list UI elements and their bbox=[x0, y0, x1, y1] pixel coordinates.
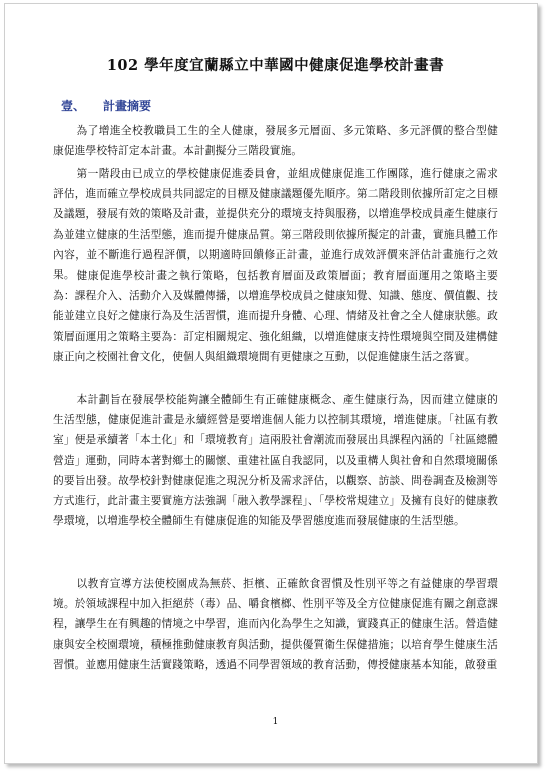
page-number: 1 bbox=[272, 717, 279, 727]
paragraph-intro: 為了增進全校教職員工生的全人健康，發展多元層面、多元策略、多元評價的整合型健康促進學校特訂定本計畫。本計劃擬分三階段實施。 bbox=[53, 124, 498, 158]
paragraph-education: 以教育宣導方法使校園成為無菸、拒檳、正確飲食習慣及性別平等之有益健康的學習環境。於領域課程中加入拒絕菸（毒）品、嚼食檳榔、性別平等及全方位健康促進有關之創意課程，讓學生在有興趣的情境之中學習，進而內化為學生之知識，實踐真正的健康生活。營造健康與安全校園環境，積極推動健康教育與活動，提供優質衛生保健措施；以培育學生健康生活習慣。並應用健康生活實踐策略，透過不同學習領域的教育活動，傳授健康基本知能，啟發重 bbox=[53, 577, 498, 671]
paragraph-strategies: 健康促進學校計畫之執行策略，包括教育層面及政策層面；教育層面運用之策略主要為：課程介入、活動介入及媒體傳播，以增進學校成員之健康知覺、知識、態度、價值觀、技能並建立良好之健康行為及生活習慣，進而提升身體、心理、情緒及社會之全人健康狀態。政策層面運用之策略主要為：訂定相關規定、強化組織，以增進健康支持性環境與空間及建構健康正向之校園社會文化，使個人與組織環境間有更健康之互動，以促進健康生活之落實。 bbox=[53, 269, 498, 363]
section-title: 計畫摘要 bbox=[103, 99, 152, 113]
paragraph-phases: 第一階段由已成立的學校健康促進委員會，並組成健康促進工作團隊，進行健康之需求評估，進而確立學校成員共同認定的目標及健康議題優先順序。第二階段則依據所訂定之目標及議題，發展有效的策略及計畫，並提供充分的環境支持與服務，以增進學校成員產生健康行為並建立健康的生活型態，進而提升健康品質。第三階段則依據所擬定的計畫，實施具體工作內容，並不斷進行過程評價，以期適時回饋修正計畫，並進行成效評價來評估計畫施行之效果。 bbox=[53, 167, 498, 282]
section-heading bbox=[61, 97, 151, 114]
section-number: 壹、 bbox=[61, 99, 86, 113]
document-title: 102 學年度宜蘭縣立中華國中健康促進學校計畫書 bbox=[106, 57, 445, 74]
paragraph-goals: 本計劃旨在發展學校能夠讓全體師生有正確健康概念、產生健康行為，因而建立健康的生活型態，健康促進計畫是永續經營是要增進個人能力以控制其環境，增進健康。「社區有教室」便是承續著「本土化」和「環境教育」這兩股社會潮流而發展出具課程內涵的「社區總體營造」運動，同時本著對鄉土的關懷、重建社區自我認同，以及重構人與社會和自然環境關係的要旨出發。故學校針對健康促進之現況分析及需求評估，以觀察、訪談、問卷調查及檢測等方式進行，此計畫主要實施方法強調「融入教學課程」、「學校常規建立」及擁有良好的健康教學環境，以增進學校全體師生有健康促進的知能及學習態度進而發展健康的生活型態。 bbox=[53, 393, 498, 528]
document-page bbox=[4, 3, 538, 764]
